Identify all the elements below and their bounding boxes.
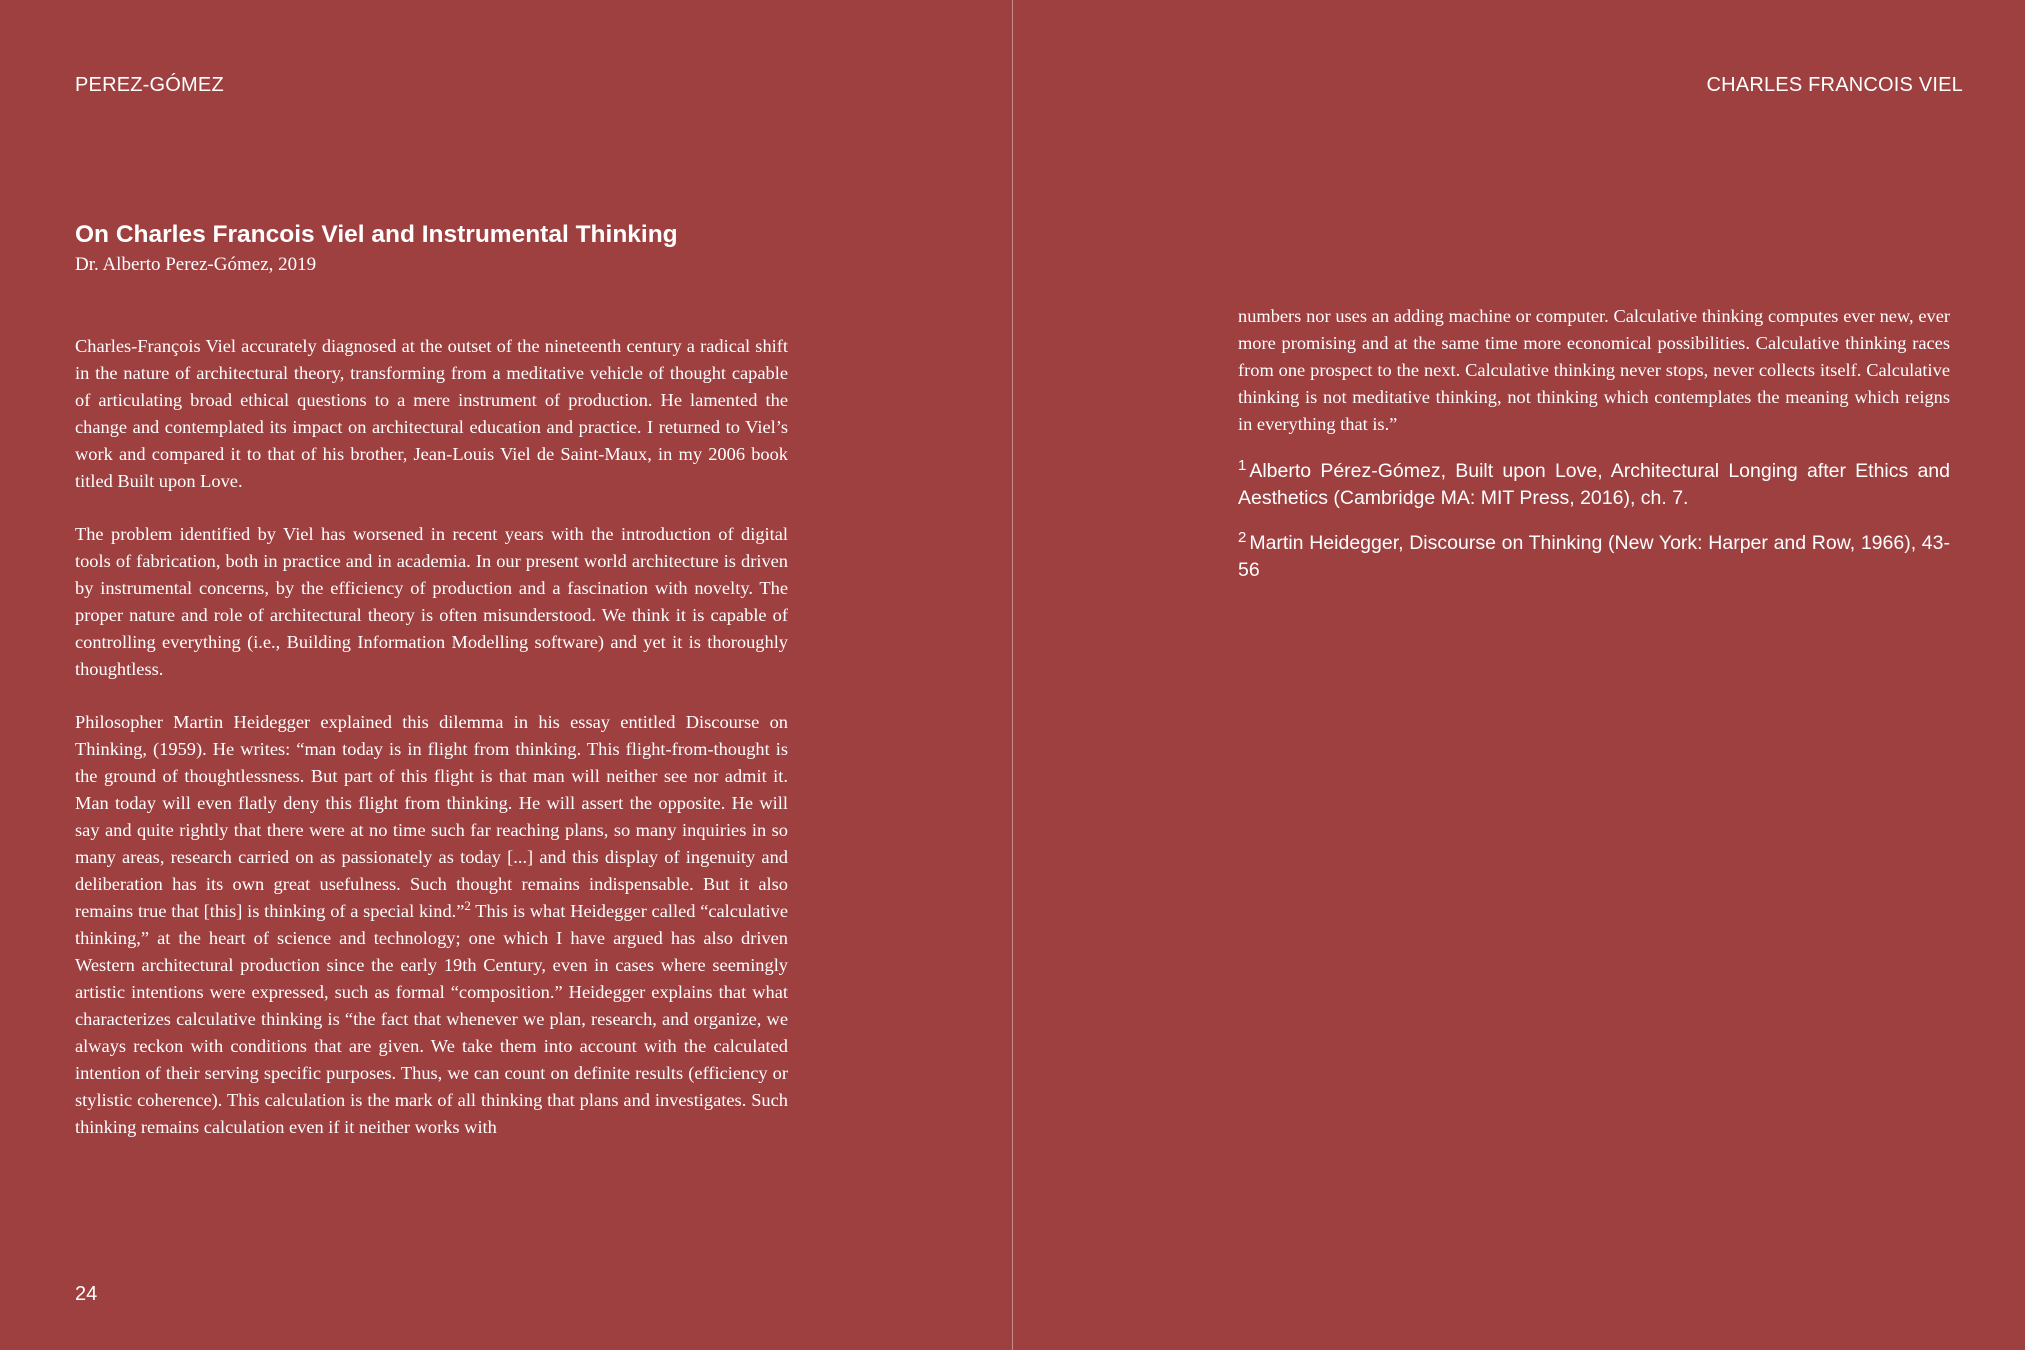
right-page <box>1013 0 2025 1350</box>
running-head-subject: CHARLES FRANCOIS VIEL <box>1706 74 1963 96</box>
footnote-2 <box>1238 530 1950 584</box>
footnote-reference: 2 <box>464 897 471 913</box>
left-page <box>0 0 1012 1350</box>
page-number: 24 <box>75 1283 98 1305</box>
byline: Dr. Alberto Perez-Gómez, 2019 <box>75 254 317 275</box>
footnote-1 <box>1238 458 1950 512</box>
footnote-1-text: Alberto Pérez-Gómez, Built upon Love, Architectural Longing after Ethics and Aesthetics (Cambridge MA: MIT Press, 2016), ch. 7. <box>1238 460 1950 509</box>
right-column <box>1238 303 1950 602</box>
footnote-2-mark: 2 <box>1238 528 1247 546</box>
paragraph-3 <box>75 709 788 1141</box>
running-head-author: PEREZ-GÓMEZ <box>75 74 224 96</box>
paragraph-3-part-1: Philosopher Martin Heidegger explained this dilemma in his essay entitled Discourse on Thinking, (1959). He writes: “man today is in flight from thinking. This flight-from-thought is the ground of thoughtlessness. But part of this flight is that man will neither see nor admit it. Man today will even flatly deny this flight from thinking. He will assert the opposite. He will say and quite rightly that there were at no time such far reaching plans, so many inquiries in so many areas, research carried on as passionately as today [...] and this display of ingenuity and deliberation has its own great usefulness. Such thought remains indispensable. But it also remains true that [this] is thinking of a special kind.” <box>75 712 788 921</box>
article-title: On Charles Francois Viel and Instrumental Thinking <box>75 221 678 248</box>
paragraph-1: Charles-François Viel accurately diagnosed at the outset of the nineteenth century a radical shift in the nature of architectural theory, transforming from a meditative vehicle of thought capable of articulating broad ethical questions to a mere instrument of production. He lamented the change and contemplated its impact on architectural education and practice. I returned to Viel’s work and compared it to that of his brother, Jean-Louis Viel de Saint-Maux, in my 2006 book titled Built upon Love. <box>75 336 788 491</box>
continued-paragraph: numbers nor uses an adding machine or computer. Calculative thinking computes ever new, ever more promising and at the same time more economical possibilities. Calculative thinking races from one prospect to the next. Calculative thinking never stops, never collects itself. Calculative thinking is not meditative thinking, not thinking which contemplates the meaning which reigns in everything that is.” <box>1238 306 1950 434</box>
paragraph-3-part-2: This is what Heidegger called “calculative thinking,” at the heart of science and technology; one which I have argued has also driven Western architectural production since the early 19th Century, even in cases where seemingly artistic intentions were expressed, such as formal “composition.” Heidegger explains that what characterizes calculative thinking is “the fact that whenever we plan, research, and organize, we always reckon with conditions that are given. We take them into account with the calculated intention of their serving specific purposes. Thus, we can count on definite results (efficiency or stylistic coherence). This calculation is the mark of all thinking that plans and investigates. Such thinking remains calculation even if it neither works with <box>75 901 788 1137</box>
paragraph-2: The problem identified by Viel has worsened in recent years with the introduction of digital tools of fabrication, both in practice and in academia. In our present world architecture is driven by instrumental concerns, by the efficiency of production and a fascination with novelty. The proper nature and role of architectural theory is often misunderstood. We think it is capable of controlling everything (i.e., Building Information Modelling software) and yet it is thoroughly thoughtless. <box>75 524 788 679</box>
footnote-2-text: Martin Heidegger, Discourse on Thinking (New York: Harper and Row, 1966), 43-56 <box>1238 532 1950 581</box>
footnotes <box>1238 458 1950 584</box>
footnote-1-mark: 1 <box>1238 456 1247 474</box>
body-text <box>75 333 788 1167</box>
